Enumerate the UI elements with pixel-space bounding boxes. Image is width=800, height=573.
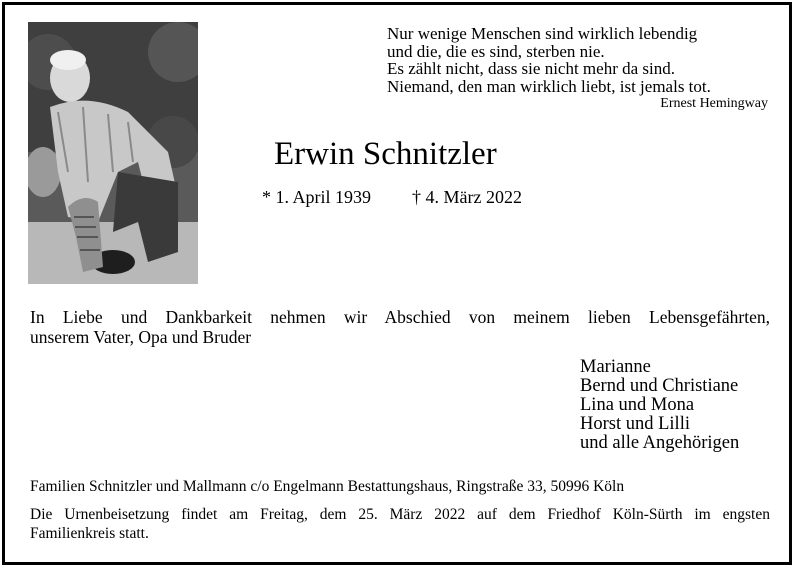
- portrait-photo: [28, 22, 198, 284]
- funeral-info: [30, 505, 770, 543]
- mourners-list: [580, 358, 739, 453]
- quote-line: Nur wenige Menschen sind wirklich lebendig: [387, 24, 698, 43]
- memorial-quote: [387, 25, 772, 112]
- birth-date: * 1. April 1939: [262, 187, 372, 207]
- funeral-line: Familienkreis statt.: [30, 525, 149, 542]
- mourner: Bernd und Christiane: [580, 376, 739, 396]
- farewell-line: unserem Vater, Opa und Bruder: [30, 327, 252, 347]
- quote-line: Es zählt nicht, dass sie nicht mehr da sind.: [387, 59, 675, 78]
- farewell-line: In Liebe und Dankbarkeit nehmen wir Abschied von meinem lieben Lebensgefährten,: [30, 307, 770, 327]
- quote-line: Niemand, den man wirklich liebt, ist jemals tot.: [387, 76, 711, 96]
- mourner: Marianne: [580, 357, 651, 377]
- contact-address: Familien Schnitzler und Mallmann c/o Engelmann Bestattungshaus, Ringstraße 33, 50996 Köln: [30, 478, 625, 495]
- mourner: Lina und Mona: [580, 395, 695, 415]
- mourner: Horst und Lilli: [580, 414, 690, 434]
- deceased-name: Erwin Schnitzler: [274, 136, 497, 172]
- death-date: † 4. März 2022: [412, 187, 522, 207]
- mourner: und alle Angehörigen: [580, 433, 740, 453]
- quote-line: und die, die es sind, sterben nie.: [387, 41, 605, 61]
- quote-author: Ernest Hemingway: [660, 96, 768, 111]
- portrait-image: [28, 22, 198, 284]
- farewell-text: [30, 307, 770, 347]
- funeral-line: Die Urnenbeisetzung findet am Freitag, dem 25. März 2022 auf dem Friedhof Köln-Sürth im engsten: [30, 506, 770, 523]
